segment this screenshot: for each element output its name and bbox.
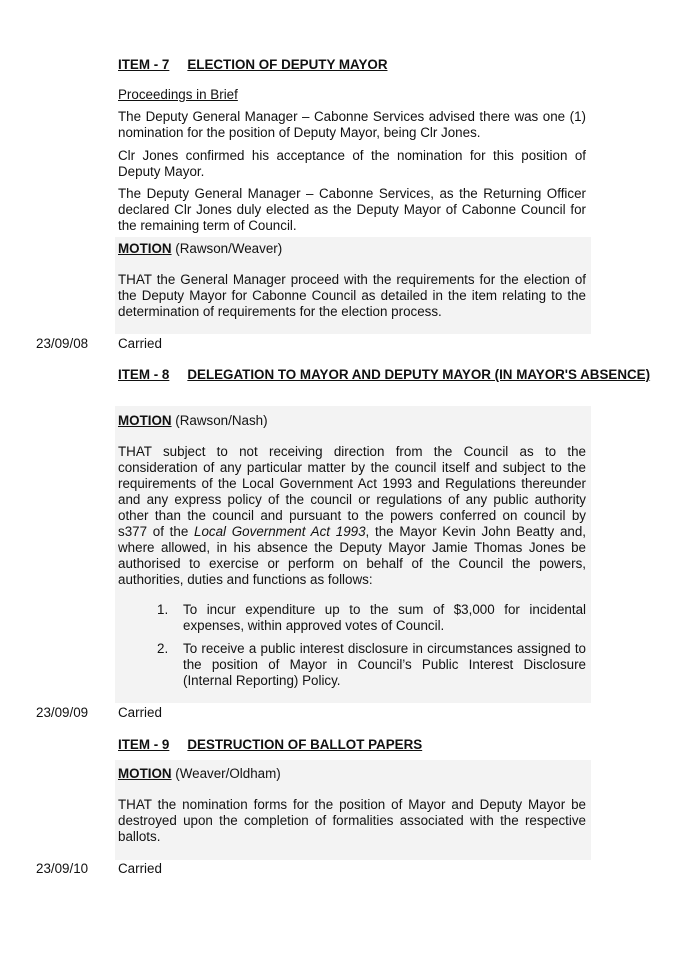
item-7-motion-text: THAT the General Manager proceed with the requirements for the election of the Deputy Mayor for Cabonne Council as detailed in the item relating to the determination of requirements for the election process. xyxy=(118,272,586,319)
item-7-resolution-number: 23/09/08 xyxy=(36,336,89,351)
item-8-motion-text-before: THAT subject to not receiving direction from the Council as to the consideration of any particular matter by the council itself and subject to the requirements of the Local Government Act 1993 and Regulations thereunder and any express policy of the council or regulations of any public authority other than the council and pursuant to the powers conferred on council by s377 of the xyxy=(118,444,586,539)
item-7-motion-movers: (Rawson/Weaver) xyxy=(171,241,283,256)
item-9-result: Carried xyxy=(118,861,162,876)
item-7-motion-line xyxy=(118,241,586,257)
item-8-list-text: To receive a public interest disclosure in circumstances assigned to the position of Mayor in Council’s Public Interest Disclosure (Internal Reporting) Policy. xyxy=(183,641,586,688)
item-8-motion-movers: (Rawson/Nash) xyxy=(171,413,268,428)
item-9-heading xyxy=(118,737,586,753)
item-8-motion-label: MOTION xyxy=(118,413,172,428)
item-8-list-text: To incur expenditure up to the sum of $3,000 for incidental expenses, within approved votes of Council. xyxy=(183,602,586,633)
item-7-para-3: The Deputy General Manager – Cabonne Services, as the Returning Officer declared Clr Jones duly elected as the Deputy Mayor of Cabonne Council for the remaining term of Council. xyxy=(118,186,586,233)
item-8-motion-text-after: , the Mayor Kevin John Beatty and, where allowed, in his absence the Deputy Mayor Jamie Thomas Jones be authorised to exercise or perform on behalf of the Council the powers, authorities, duties and functions as follows: xyxy=(118,524,587,587)
item-8-list-item xyxy=(157,641,586,689)
item-8-resolution-number: 23/09/09 xyxy=(36,705,89,720)
item-7-subheading: Proceedings in Brief xyxy=(118,87,238,102)
item-9-number: ITEM - 9 xyxy=(118,737,170,752)
item-9-motion-movers: (Weaver/Oldham) xyxy=(171,766,281,781)
item-9-resolution-number: 23/09/10 xyxy=(36,861,89,876)
item-7-number: ITEM - 7 xyxy=(118,57,170,72)
item-8-motion-text-act: Local Government Act 1993 xyxy=(194,524,366,539)
item-8-result: Carried xyxy=(118,705,162,720)
item-9-title: DESTRUCTION OF BALLOT PAPERS xyxy=(187,737,423,752)
item-7-motion-label: MOTION xyxy=(118,241,172,256)
item-7-result: Carried xyxy=(118,336,162,351)
item-8-motion-line xyxy=(118,413,586,429)
item-7-title: ELECTION OF DEPUTY MAYOR xyxy=(187,57,388,72)
item-8-list-item xyxy=(157,602,586,634)
item-9-motion-label: MOTION xyxy=(118,766,172,781)
item-9-motion-text: THAT the nomination forms for the position of Mayor and Deputy Mayor be destroyed upon the completion of formalities associated with the respective ballots. xyxy=(118,797,586,844)
item-8-list-number: 1. xyxy=(157,602,169,617)
item-8-list-number: 2. xyxy=(157,641,169,656)
item-8-number: ITEM - 8 xyxy=(118,367,170,382)
item-8-heading xyxy=(118,367,656,383)
item-8-motion-text xyxy=(118,444,586,588)
item-7-para-1: The Deputy General Manager – Cabonne Services advised there was one (1) nomination for the position of Deputy Mayor, being Clr Jones. xyxy=(118,109,586,140)
item-9-motion-line xyxy=(118,766,586,782)
item-7-para-2: Clr Jones confirmed his acceptance of the nomination for this position of Deputy Mayor. xyxy=(118,148,586,179)
item-7-heading xyxy=(118,57,586,73)
item-8-title: DELEGATION TO MAYOR AND DEPUTY MAYOR (IN MAYOR'S ABSENCE) xyxy=(187,367,651,382)
